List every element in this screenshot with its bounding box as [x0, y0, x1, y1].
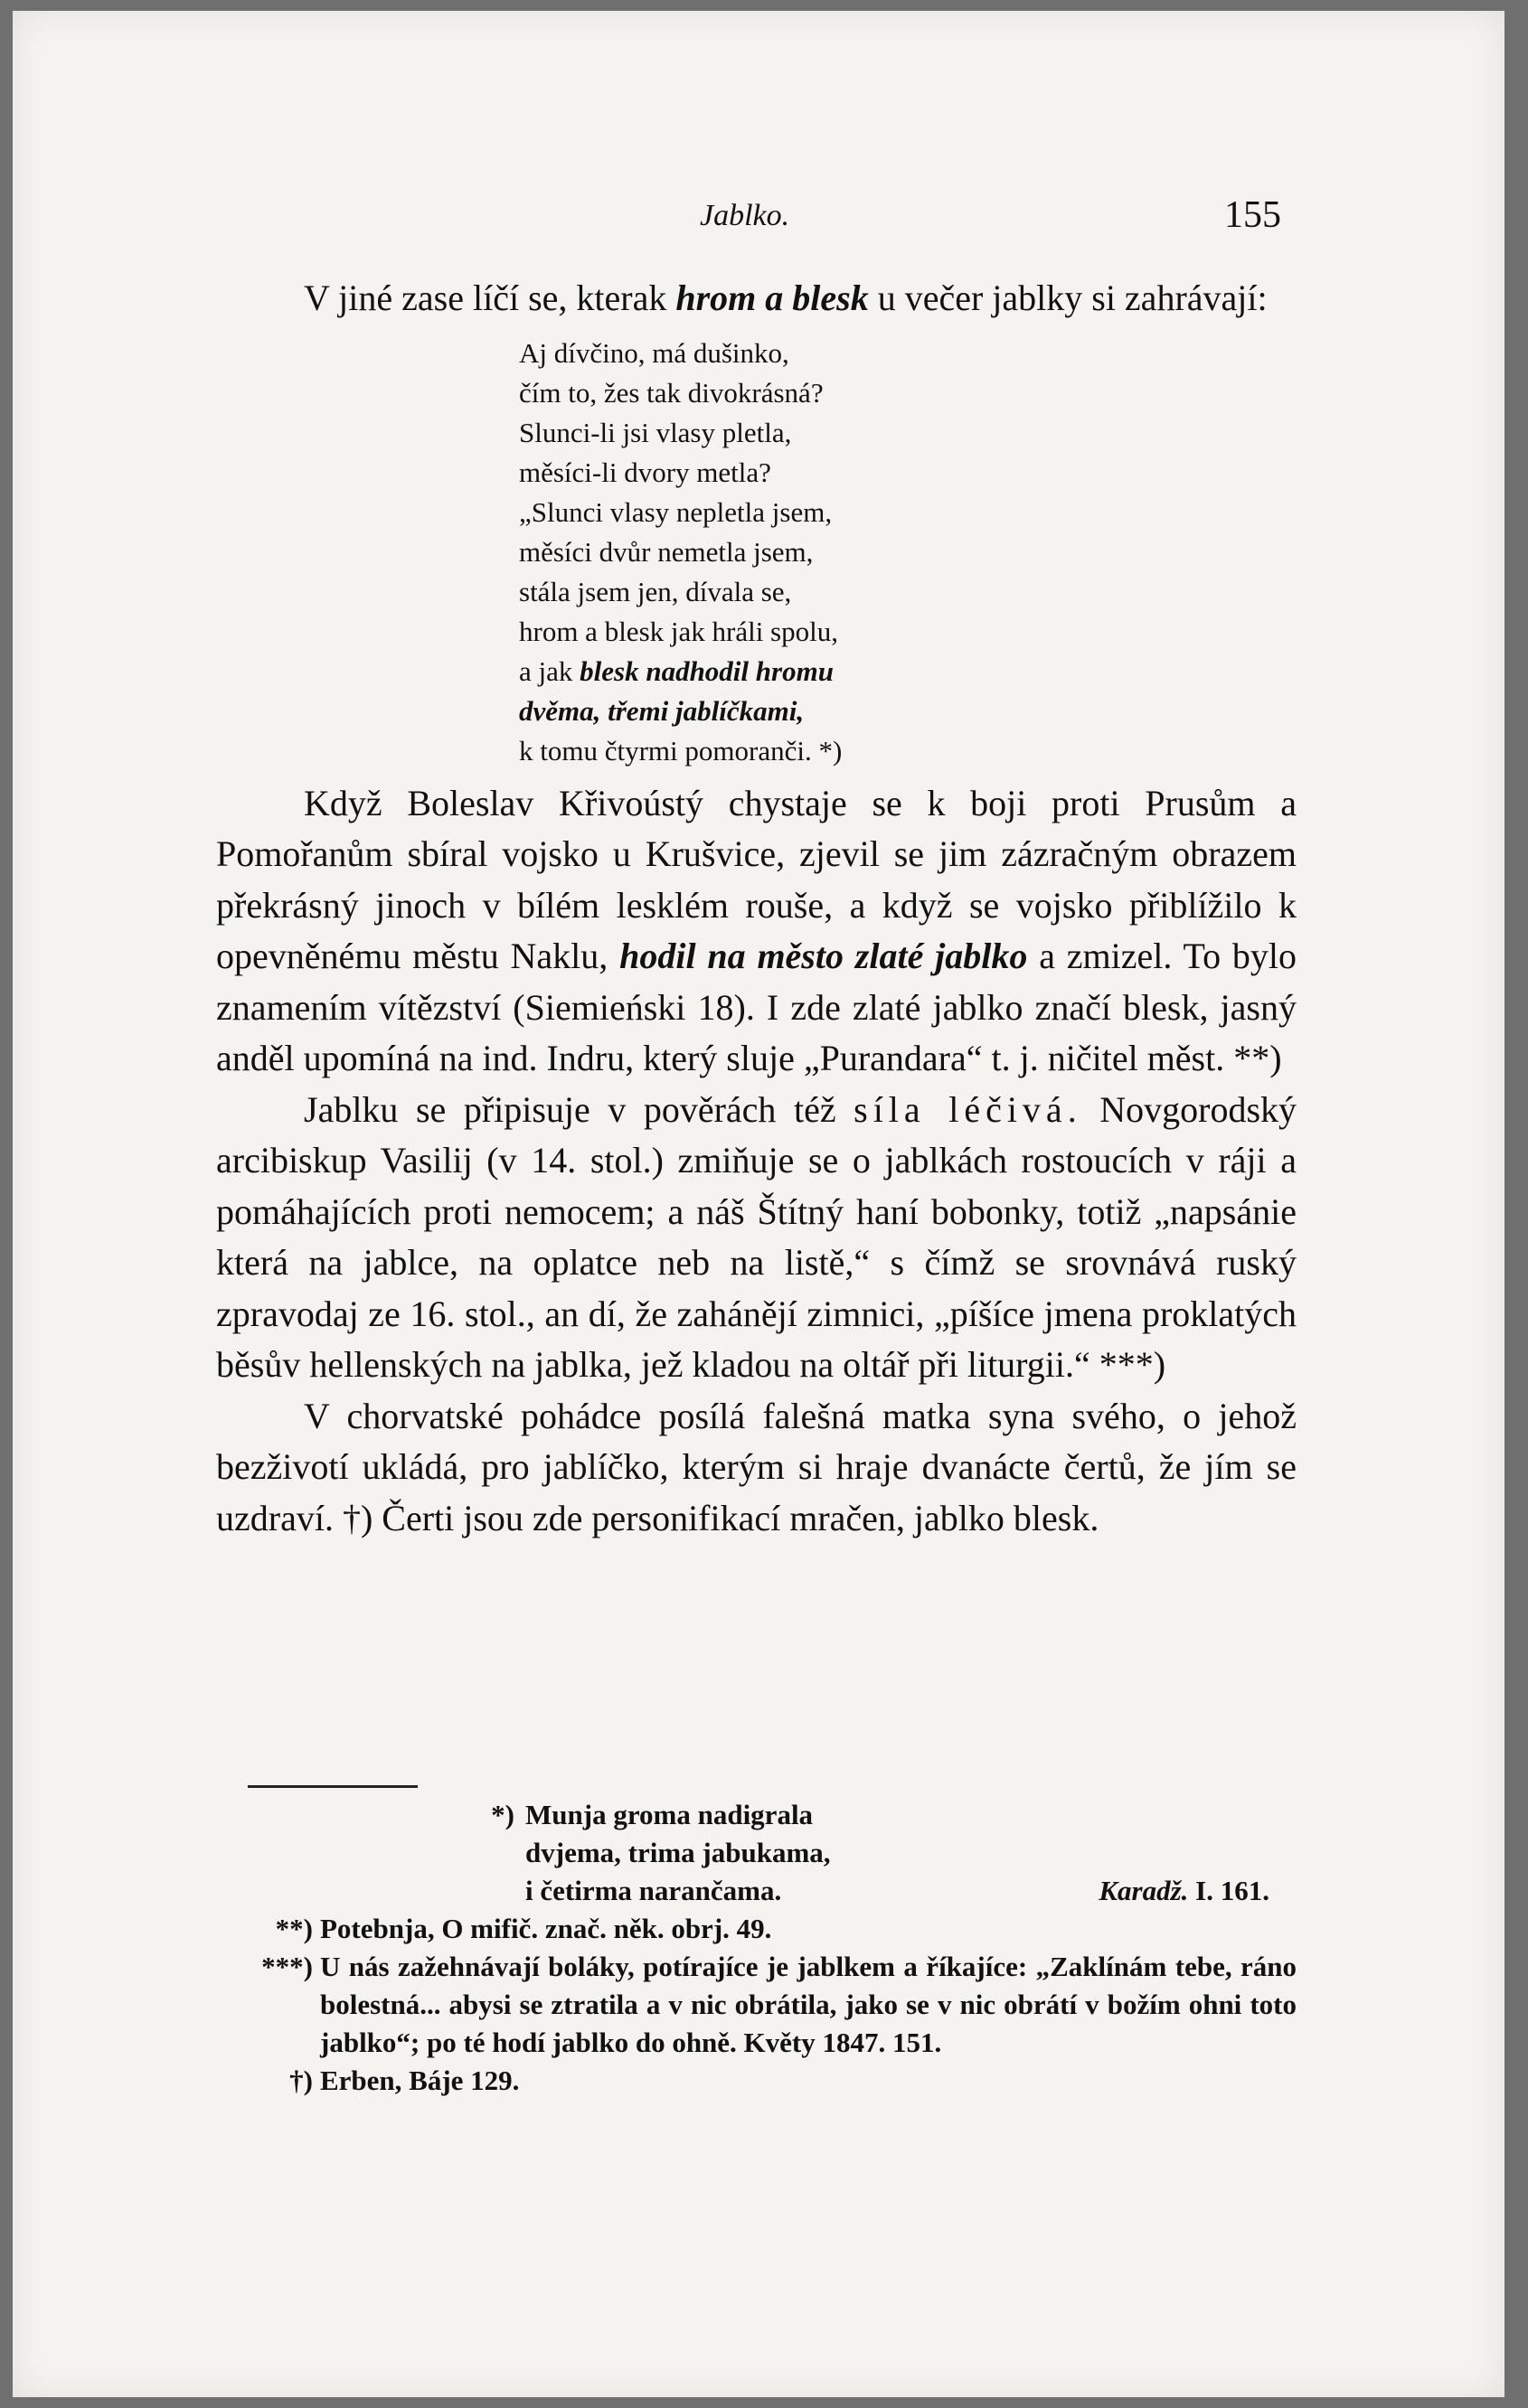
- footnotes: [239, 1796, 1297, 2100]
- poem-line: k tomu čtyrmi pomoranči. *): [519, 734, 843, 767]
- emphasis: hodil na město zlaté jablko: [619, 936, 1028, 976]
- footnote-line: i četirma narančama.: [525, 1875, 782, 1906]
- poem-line: Aj dívčino, má dušinko,: [519, 336, 789, 369]
- page-header: [13, 194, 1504, 244]
- poem-line: [519, 652, 1297, 691]
- footnote-1: [239, 1796, 1297, 1910]
- footnote-2: [239, 1910, 1297, 1948]
- text-run: a zmizel. To bylo znamením vítězství (Siemieński 18). I zde zlaté jablko značí blesk, jasný anděl upomíná na ind. Indru, který sluje „Purandara“ t. j. ničitel měst. **): [216, 936, 1297, 1078]
- footnote-source: [1099, 1872, 1269, 1910]
- text-run: Novgorodský arcibiskup Vasilij (v 14. stol.) zmiňuje se o jablkách rostoucích v ráji a pomáhajících proti nemocem; a náš Štítný haní bobonky, totiž „napsánie která na jablce, na oplatce neb na listě,“ s čímž se srovnává ruský zpravodaj ze 16. stol., an dí, že zahánějí zimnici, „píšíce jmena proklatých běsův hellenských na jablka, jež kladou na oltář při liturgii.“ ***): [216, 1088, 1297, 1385]
- footnote-text: Potebnja, O mifič. znač. něk. obrj. 49.: [320, 1913, 772, 1944]
- paragraph-3: [216, 1085, 1297, 1391]
- footnote-3: [239, 1948, 1297, 2062]
- poem-line: čím to, žes tak divokrásná?: [519, 376, 824, 409]
- poem-line: Slunci-li jsi vlasy pletla,: [519, 416, 792, 448]
- emphasis: blesk nadhodil hromu: [580, 654, 834, 687]
- footnote-line: Munja groma nadigrala: [525, 1799, 814, 1830]
- emphasis: hrom a blesk: [675, 277, 869, 318]
- poem: [216, 334, 1297, 771]
- text-run: a jak: [519, 654, 580, 687]
- source-ref: I. 161.: [1188, 1875, 1269, 1906]
- paragraph-4: [216, 1391, 1297, 1545]
- text-run: Když Boleslav Křivoústý chystaje se k boji proti Prusům a Pomořanům sbíral vojsko u Krušvice, zjevil se jim zázračným obrazem překrásný jinoch v bílém lesklém rouše, a když se vojsko přiblížilo k opevněnému městu Naklu,: [216, 782, 1297, 976]
- poem-line: měsíci dvůr nemetla jsem,: [519, 535, 814, 568]
- poem-line: dvěma, třemi jablíčkami,: [519, 694, 805, 727]
- poem-line: hrom a blesk jak hráli spolu,: [519, 615, 838, 647]
- book-page: [13, 11, 1504, 2397]
- spaced-emphasis: síla léčivá.: [854, 1088, 1082, 1130]
- paragraph-1: [216, 273, 1297, 325]
- poem-line: stála jsem jen, dívala se,: [519, 575, 792, 607]
- footnote-text: Erben, Báje 129.: [320, 2065, 520, 2096]
- footnote-divider: [248, 1785, 418, 1788]
- footnote-mark: *): [491, 1799, 514, 1830]
- footnote-mark: †): [289, 2065, 313, 2096]
- poem-line: „Slunci vlasy nepletla jsem,: [519, 495, 833, 528]
- footnote-text: U nás zažehnávají boláky, potírajíce je jablkem a říkajíce: „Zaklínám tebe, ráno bolestná... abysi se ztratila a v nic obrátila, jako se v nic obrátí v božím ohni toto jablko“; po té hodí jablko do ohně. Květy 1847. 151.: [320, 1951, 1297, 2058]
- paragraph-2: [216, 778, 1297, 1085]
- footnote-4: [239, 2062, 1297, 2100]
- main-text: [216, 273, 1297, 1544]
- text-run: u večer jablky si zahrávají:: [868, 277, 1268, 318]
- poem-line: měsíci-li dvory metla?: [519, 456, 771, 488]
- text-run: V jiné zase líčí se, kterak: [304, 277, 676, 318]
- footnote-line: dvjema, trima jabukama,: [525, 1837, 831, 1868]
- running-title: Jablko.: [700, 199, 790, 232]
- footnote-mark: **): [275, 1913, 313, 1944]
- text-run: Jablku se připisuje v pověrách též: [304, 1088, 854, 1130]
- page-number: 155: [1224, 194, 1281, 236]
- footnote-mark: ***): [261, 1951, 313, 1982]
- text-run: V chorvatské pohádce posílá falešná matka syna svého, o jehož bezživotí ukládá, pro jablíčko, kterým si hraje dvanácte čertů, že jím se uzdraví. †) Čerti jsou zde personifikací mračen, jablko blesk.: [216, 1395, 1297, 1538]
- source-author: Karadž.: [1099, 1875, 1189, 1906]
